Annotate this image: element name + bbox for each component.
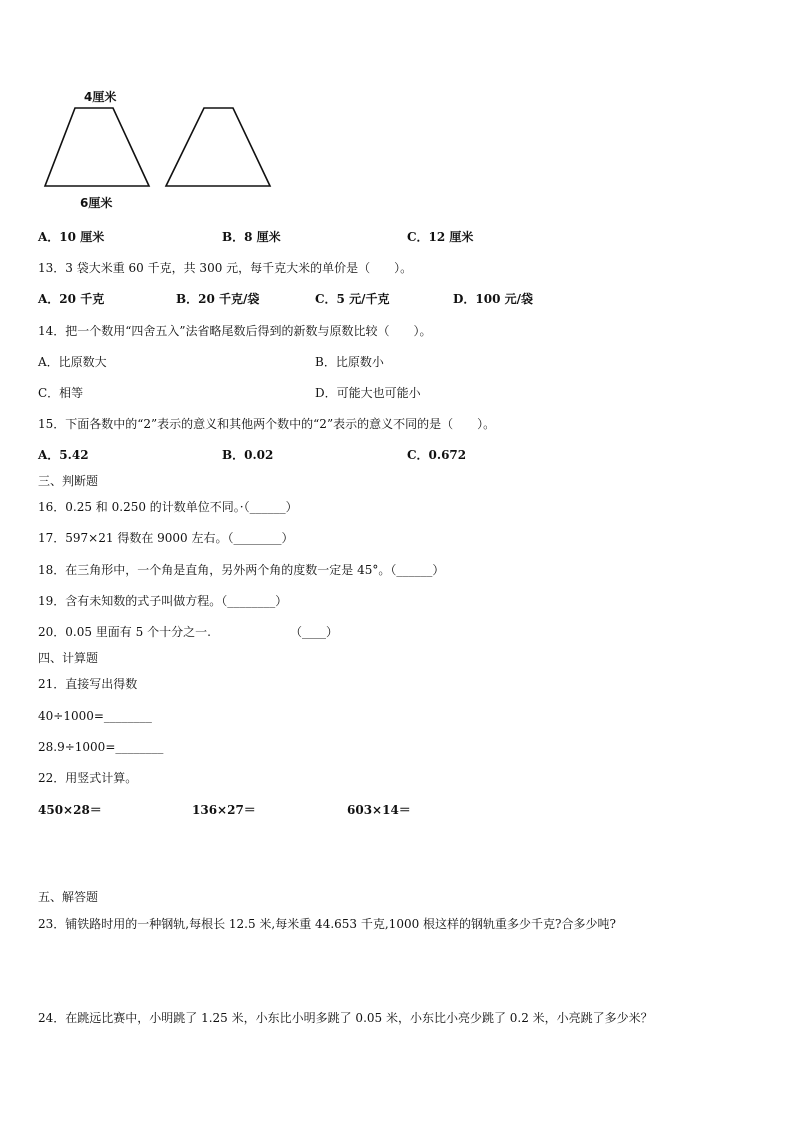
top-length-label: 4厘米	[84, 90, 117, 104]
q13-option-c: C．5 元/千克	[315, 292, 390, 306]
section-5-title: 五、解答题	[38, 890, 99, 904]
q22-item-3: 603×14＝	[347, 803, 411, 817]
q12-option-c: C．12 厘米	[407, 230, 474, 244]
bottom-length-label: 6厘米	[80, 196, 113, 210]
trapezoid-figure	[38, 84, 278, 214]
q23-text: 23．铺铁路时用的一种钢轨,每根长 12.5 米,每米重 44.653 千克,1000 根这样的钢轨重多少千克?合多少吨?	[38, 917, 616, 931]
section-4-title: 四、计算题	[38, 651, 99, 665]
q16-text: 16．0.25 和 0.250 的计数单位不同。·（______）	[38, 500, 298, 514]
left-trapezoid	[45, 108, 149, 186]
q21-item-1: 40÷1000=________	[38, 709, 152, 723]
q13-text: 13．3 袋大米重 60 千克，共 300 元，每千克大米的单价是（ ）。	[38, 261, 413, 275]
q18-text: 18．在三角形中，一个角是直角，另外两个角的度数一定是 45°。（______）	[38, 563, 445, 577]
q13-option-a: A．20 千克	[38, 292, 105, 306]
q15-text: 15．下面各数中的“2”表示的意义和其他两个数中的“2”表示的意义不同的是（ ）。	[38, 417, 496, 431]
q12-option-b: B．8 厘米	[222, 230, 281, 244]
q14-text: 14．把一个数用“四舍五入”法省略尾数后得到的新数与原数比较（ ）。	[38, 324, 432, 338]
q21-text: 21．直接写出得数	[38, 677, 138, 691]
q13-option-b: B．20 千克/袋	[176, 292, 260, 306]
trapezoid-diagram	[38, 84, 278, 214]
q14-option-b: B．比原数小	[315, 355, 384, 369]
q15-option-a: A．5.42	[38, 448, 89, 462]
q14-option-d: D．可能大也可能小	[315, 386, 421, 400]
q14-option-c: C．相等	[38, 386, 84, 400]
q20-text: 20．0.05 里面有 5 个十分之一.	[38, 625, 211, 639]
q13-option-d: D．100 元/袋	[453, 292, 534, 306]
q15-option-c: C．0.672	[407, 448, 467, 462]
q12-option-a: A．10 厘米	[38, 230, 105, 244]
q14-option-a: A．比原数大	[38, 355, 107, 369]
q20-answer-blank: （____）	[290, 625, 339, 639]
q22-item-1: 450×28＝	[38, 803, 102, 817]
q21-item-2: 28.9÷1000=________	[38, 740, 164, 754]
q24-text: 24．在跳远比赛中，小明跳了 1.25 米，小东比小明多跳了 0.05 米，小东比小亮少跳了 0.2 米，小亮跳了多少米？	[38, 1011, 653, 1025]
q19-text: 19．含有未知数的式子叫做方程。（________）	[38, 594, 288, 608]
q17-text: 17．597×21 得数在 9000 左右。（________）	[38, 531, 294, 545]
section-3-title: 三、判断题	[38, 474, 99, 488]
q22-text: 22．用竖式计算。	[38, 771, 138, 785]
q22-item-2: 136×27＝	[192, 803, 256, 817]
right-trapezoid	[166, 108, 270, 186]
q15-option-b: B．0.02	[222, 448, 274, 462]
